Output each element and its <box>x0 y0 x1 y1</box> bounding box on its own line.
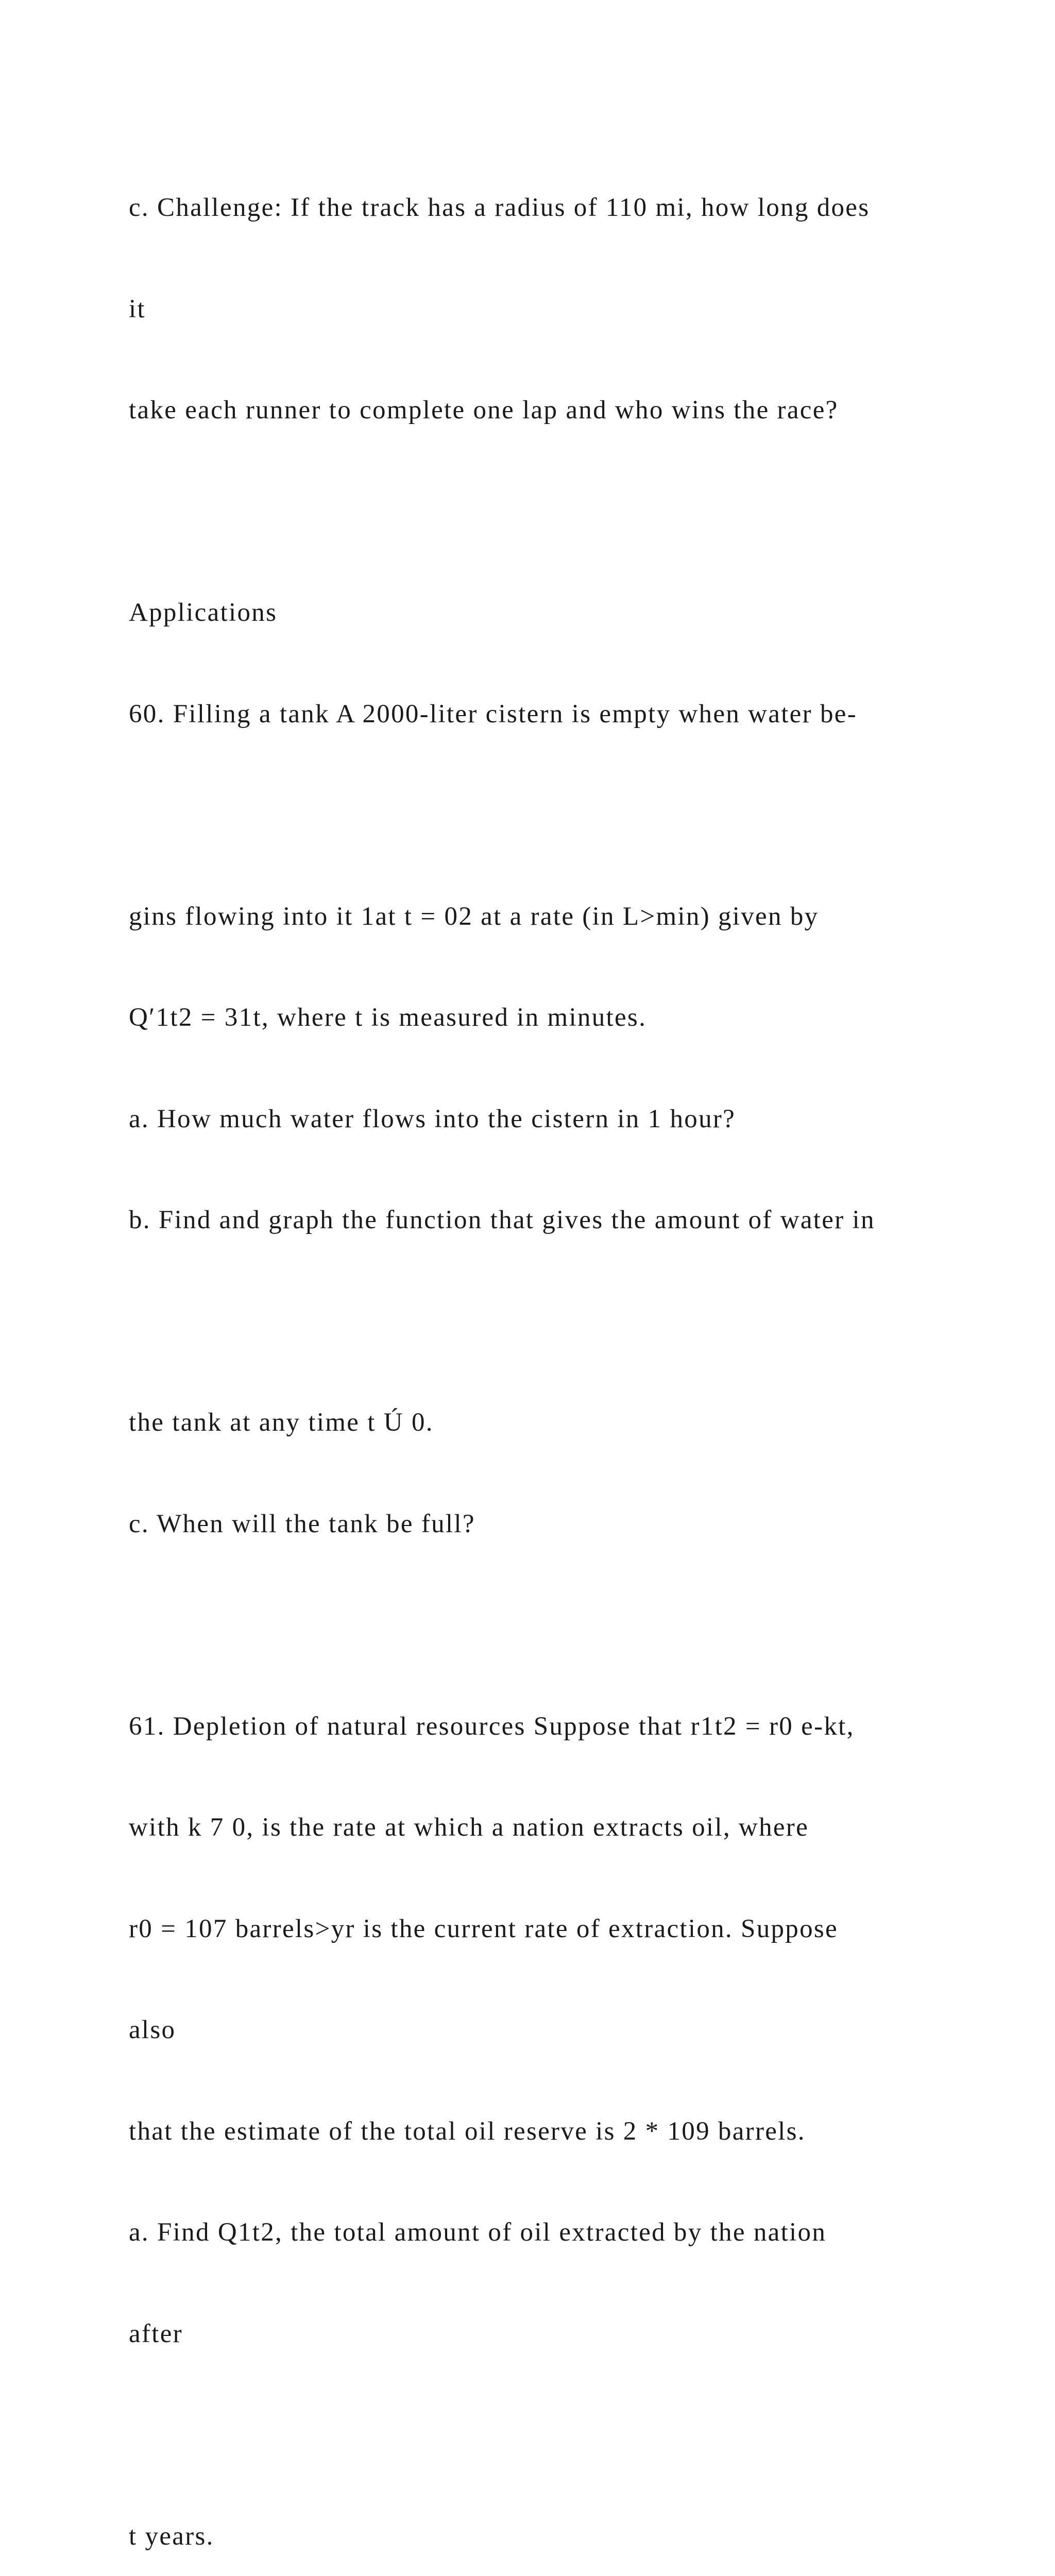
text-line: t years. <box>129 2521 214 2551</box>
text-line: that the estimate of the total oil reserve is 2 * 109 barrels. <box>129 2116 806 2146</box>
text-line: it <box>129 294 146 324</box>
text-line: r0 = 107 barrels>yr is the current rate of extraction. Suppose <box>129 1914 838 1943</box>
text-line: b. Find and graph the function that gives the amount of water in <box>129 1206 875 1234</box>
text-line: c. Challenge: If the track has a radius of 110 mi, how long does <box>129 193 870 222</box>
text-line: Q′1t2 = 31t, where t is measured in minutes. <box>129 1003 647 1032</box>
blank-line <box>129 495 1005 529</box>
blank-line <box>129 1305 1005 1339</box>
blank-line <box>129 2418 1005 2452</box>
section-heading: Applications <box>129 598 278 627</box>
document-text <box>129 124 1005 2576</box>
text-line: take each runner to complete one lap and who wins the race? <box>129 396 839 425</box>
blank-line <box>129 799 1005 833</box>
text-line: the tank at any time t Ú 0. <box>129 1408 434 1437</box>
text-line: a. Find Q1t2, the total amount of oil extracted by the nation <box>129 2218 827 2247</box>
text-line: also <box>129 2015 176 2044</box>
text-line: c. When will the tank be full? <box>129 1509 475 1538</box>
text-line: a. How much water flows into the cistern in 1 hour? <box>129 1104 736 1133</box>
text-line: after <box>129 2319 183 2348</box>
text-line: 61. Depletion of natural resources Suppose that r1t2 = r0 e-kt, <box>129 1711 855 1741</box>
text-line: gins flowing into it 1at t = 02 at a rate (in L>min) given by <box>129 902 819 931</box>
text-line: with k 7 0, is the rate at which a nation extracts oil, where <box>129 1813 809 1842</box>
text-line: 60. Filling a tank A 2000-liter cistern is empty when water be- <box>129 699 857 728</box>
blank-line <box>129 1608 1005 1642</box>
